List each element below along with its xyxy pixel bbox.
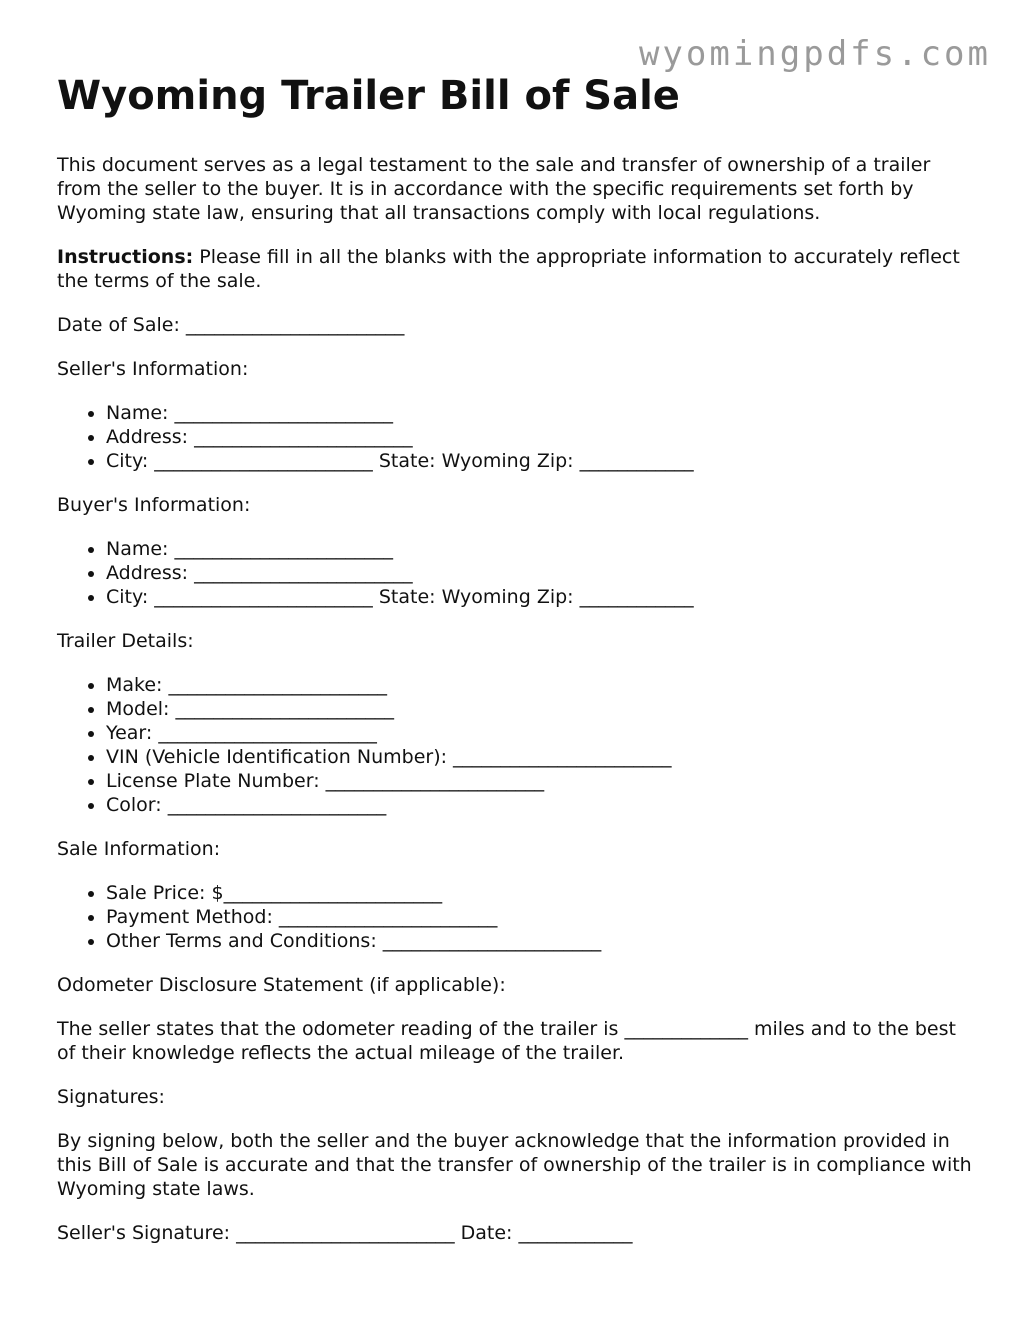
signatures-heading: Signatures: [57, 1086, 165, 1108]
seller-city-state-zip-field[interactable]: • City: _______________________ State: Wyoming Zip: ____________ [106, 449, 977, 473]
seller-list [57, 401, 977, 473]
intro-paragraph: This document serves as a legal testament to the sale and transfer of ownership of a trailer from the seller to the buyer. It is in accordance with the specific requirements set forth by Wyoming state law, ensuring that all transactions comply with local regulations. [57, 154, 931, 224]
seller-heading: Seller's Information: [57, 358, 249, 380]
sale-price-field[interactable]: • Sale Price: $_______________________ [106, 881, 977, 905]
document-body [57, 68, 977, 1265]
watermark: wyomingpdfs.com [638, 34, 991, 74]
trailer-year-field[interactable]: • Year: _______________________ [106, 721, 977, 745]
payment-method-field[interactable]: • Payment Method: _______________________ [106, 905, 977, 929]
buyer-list [57, 537, 977, 609]
trailer-list [57, 673, 977, 817]
buyer-heading: Buyer's Information: [57, 494, 251, 516]
buyer-address-field[interactable]: • Address: _______________________ [106, 561, 977, 585]
seller-name-field[interactable]: • Name: _______________________ [106, 401, 977, 425]
odometer-heading: Odometer Disclosure Statement (if applicable): [57, 974, 506, 996]
buyer-city-state-zip-field[interactable]: • City: _______________________ State: Wyoming Zip: ____________ [106, 585, 977, 609]
odometer-statement[interactable]: The seller states that the odometer reading of the trailer is _____________ miles and to the best of their knowledge reflects the actual mileage of the trailer. [57, 1018, 956, 1064]
seller-signature-field[interactable]: Seller's Signature: _______________________ Date: ____________ [57, 1222, 633, 1244]
sale-heading: Sale Information: [57, 838, 221, 860]
instructions-paragraph [57, 245, 977, 293]
signatures-statement: By signing below, both the seller and the buyer acknowledge that the information provided in this Bill of Sale is accurate and that the transfer of ownership of the trailer is in compliance with Wyoming state laws. [57, 1130, 972, 1200]
trailer-plate-field[interactable]: • License Plate Number: _______________________ [106, 769, 977, 793]
instructions-text: Please fill in all the blanks with the appropriate information to accurately reflect the terms of the sale. [57, 246, 960, 292]
seller-address-field[interactable]: • Address: _______________________ [106, 425, 977, 449]
trailer-heading: Trailer Details: [57, 630, 194, 652]
date-of-sale-field[interactable]: Date of Sale: _______________________ [57, 314, 405, 336]
trailer-make-field[interactable]: • Make: _______________________ [106, 673, 977, 697]
other-terms-field[interactable]: • Other Terms and Conditions: _______________________ [106, 929, 977, 953]
trailer-model-field[interactable]: • Model: _______________________ [106, 697, 977, 721]
buyer-name-field[interactable]: • Name: _______________________ [106, 537, 977, 561]
trailer-vin-field[interactable]: • VIN (Vehicle Identification Number): _______________________ [106, 745, 977, 769]
trailer-color-field[interactable]: • Color: _______________________ [106, 793, 977, 817]
sale-list [57, 881, 977, 953]
page-title: Wyoming Trailer Bill of Sale [57, 73, 680, 119]
instructions-label: Instructions: [57, 246, 194, 268]
